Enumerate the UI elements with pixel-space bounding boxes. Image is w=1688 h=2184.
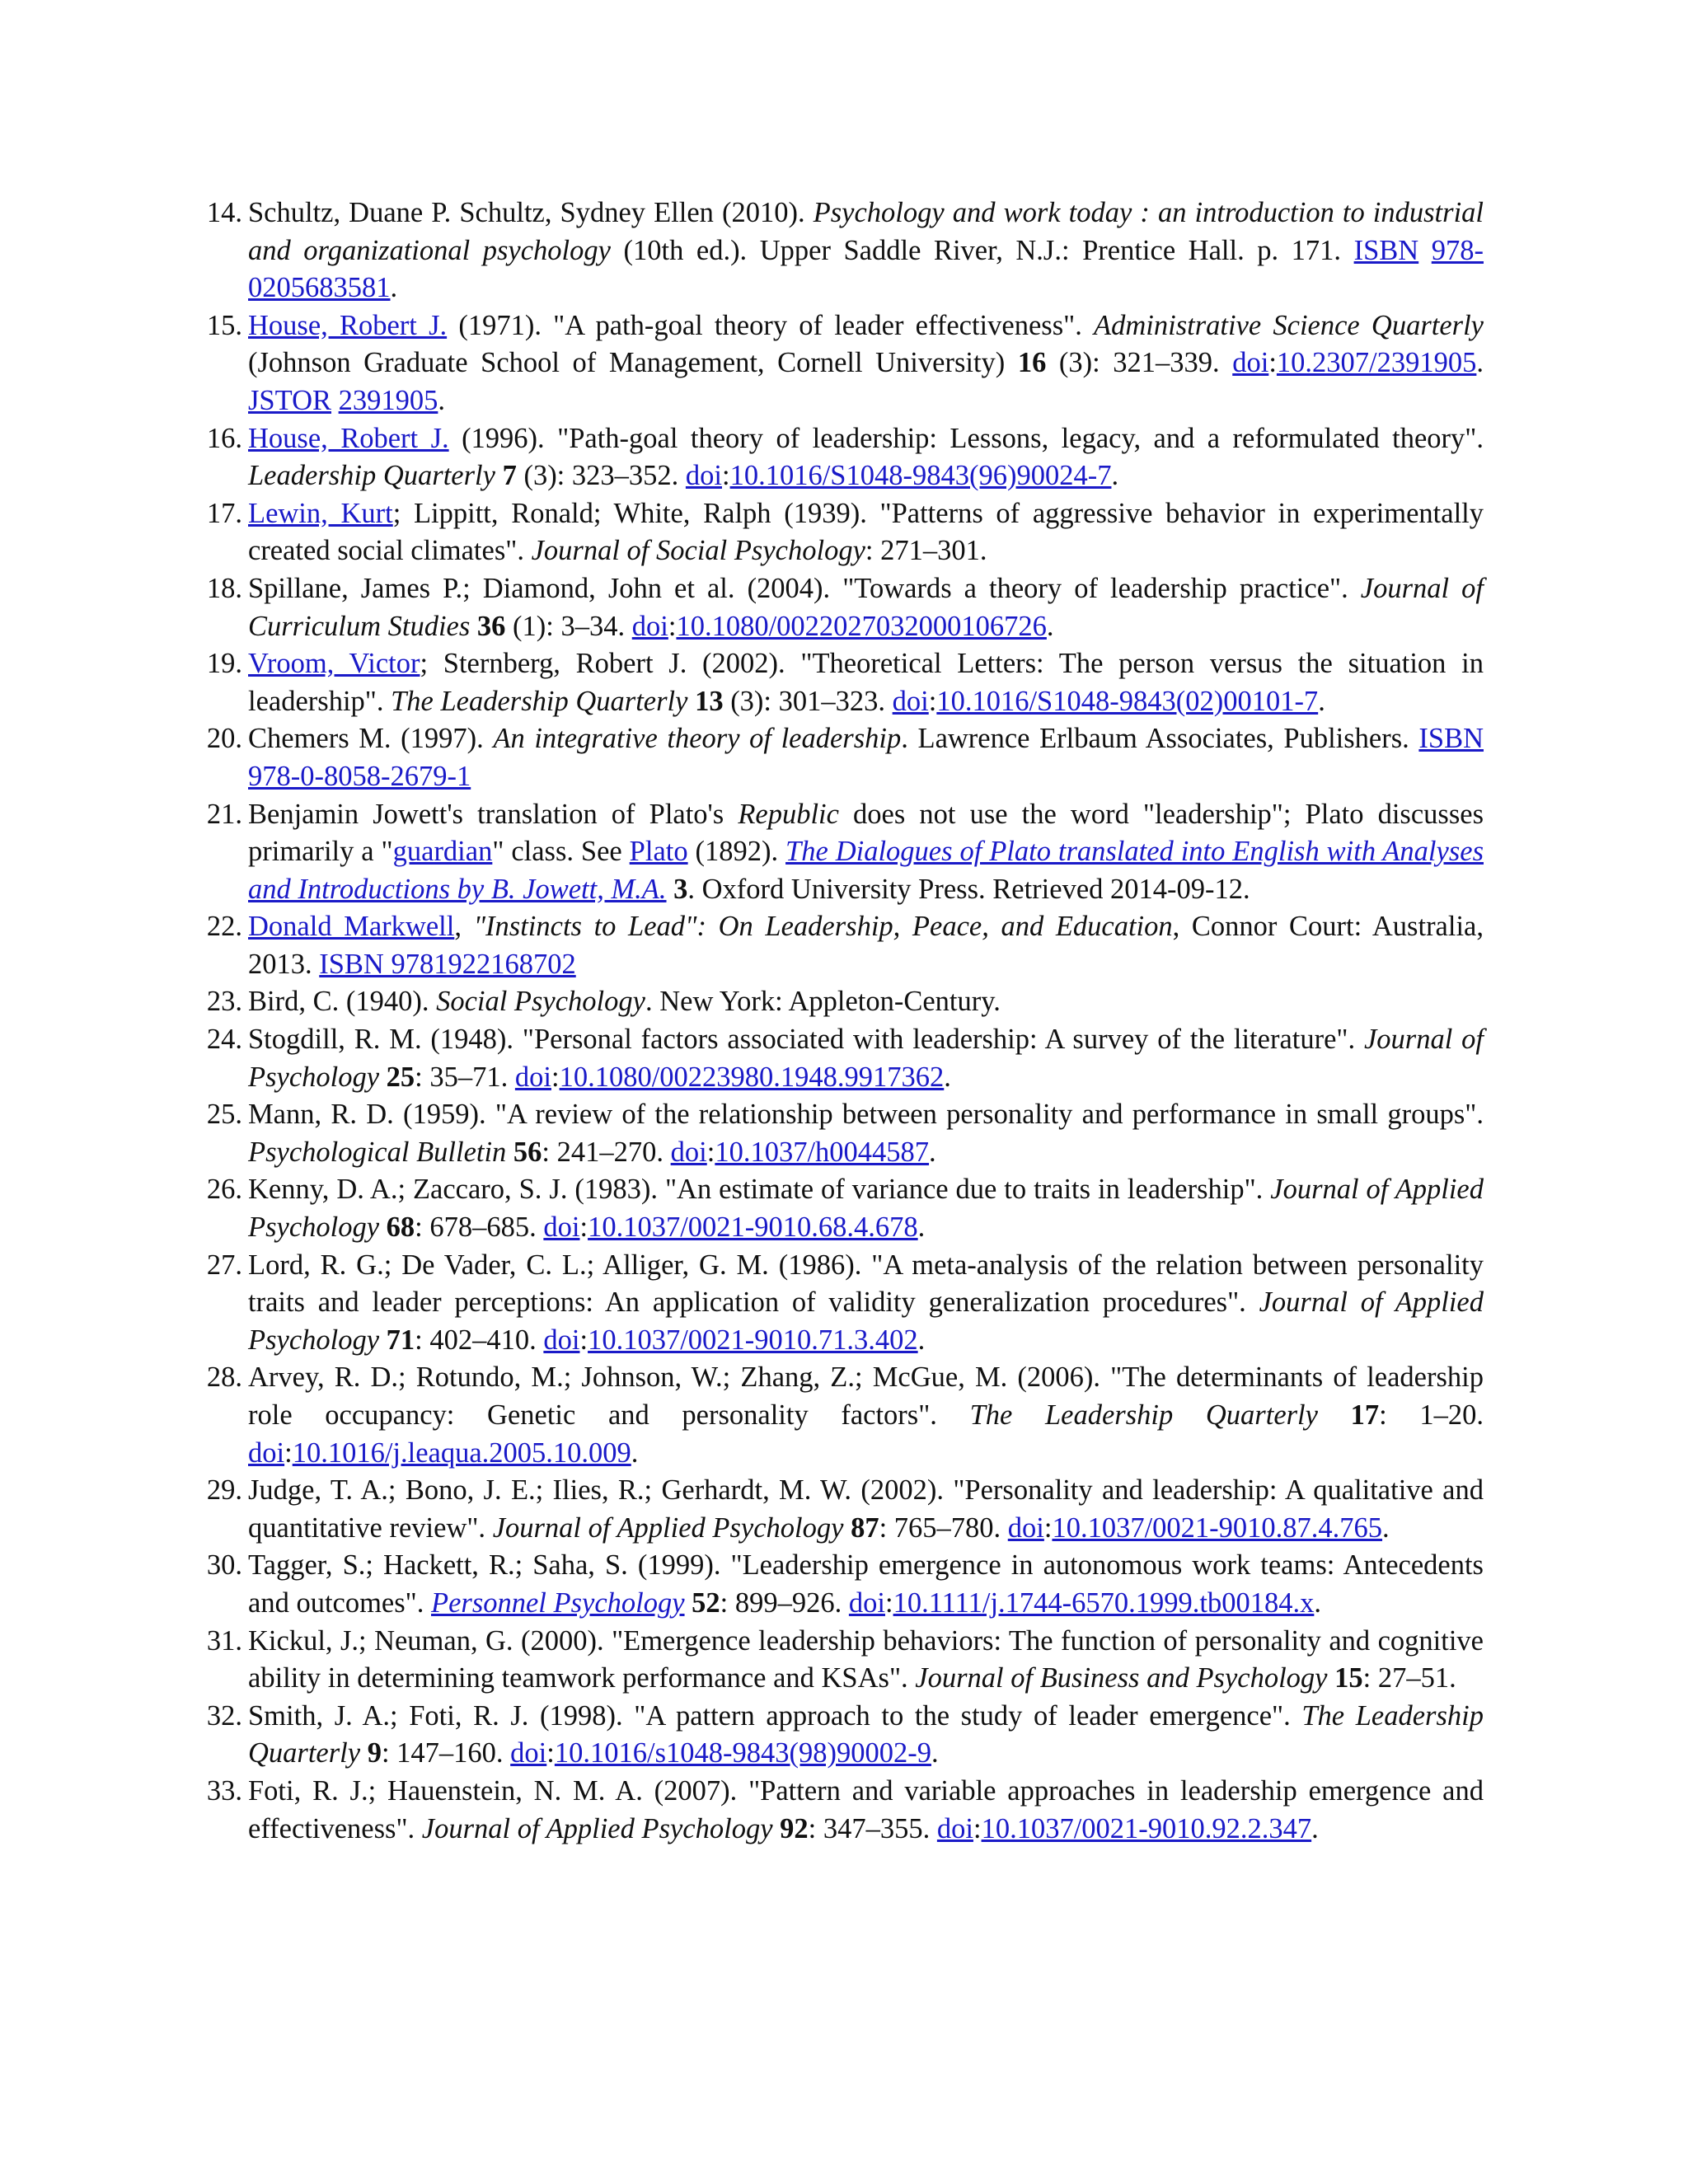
- reference-text: .: [1318, 685, 1325, 717]
- reference-link[interactable]: 10.2307/2391905: [1276, 347, 1477, 379]
- reference-text: :: [546, 1737, 555, 1769]
- reference-text: : 147–160.: [381, 1737, 511, 1769]
- reference-text: [1418, 235, 1432, 266]
- reference-text: .: [1476, 347, 1484, 379]
- reference-title: Journal of Applied Psychology: [492, 1511, 844, 1544]
- reference-text: does not use the word "leadership"; Plato discusses primarily a ": [248, 798, 1484, 868]
- reference-text: .: [917, 1212, 926, 1244]
- reference-link[interactable]: House, Robert J.: [248, 309, 448, 341]
- reference-number: 29.: [206, 1474, 242, 1507]
- reference-text: :: [1268, 347, 1277, 379]
- reference-text: Benjamin Jowett's translation of Plato's: [248, 798, 738, 830]
- reference-item: [196, 307, 1484, 420]
- reference-link[interactable]: 10.1016/s1048-9843(98)90002-9: [554, 1737, 931, 1769]
- reference-link[interactable]: doi: [514, 1061, 551, 1093]
- reference-number: 17.: [206, 497, 242, 529]
- reference-link[interactable]: Lewin, Kurt: [248, 497, 393, 529]
- reference-volume: 16: [1017, 347, 1047, 379]
- reference-text: (3): 301–323.: [723, 685, 893, 717]
- reference-title: Journal of Applied Psychology: [421, 1812, 773, 1844]
- reference-text: .: [631, 1436, 639, 1469]
- reference-text: Kickul, J.; Neuman, G. (2000). "Emergence leadership behaviors: The function of personality and cognitive ability in determining teamwork performance and KSAs".: [248, 1624, 1484, 1694]
- reference-text: : 678–685.: [415, 1212, 544, 1244]
- reference-item: [196, 1096, 1484, 1171]
- reference-text: .: [1314, 1586, 1321, 1619]
- reference-text: :: [284, 1436, 293, 1469]
- reference-link[interactable]: doi: [685, 460, 722, 492]
- reference-text: [379, 1062, 387, 1093]
- reference-text: (Johnson Graduate School of Management, Cornell University): [248, 347, 1018, 379]
- reference-text: [1318, 1399, 1351, 1431]
- reference-text: (1892).: [687, 836, 786, 868]
- reference-item: [196, 720, 1484, 795]
- reference-item: [196, 908, 1484, 983]
- reference-link[interactable]: 10.1037/0021-9010.87.4.765: [1052, 1511, 1383, 1544]
- reference-link[interactable]: ISBN: [1353, 234, 1419, 266]
- reference-title: Journal of Psychology: [248, 1024, 1484, 1093]
- reference-link[interactable]: 10.1016/S1048-9843(96)90024-7: [729, 460, 1112, 492]
- reference-number: 20.: [206, 723, 242, 755]
- reference-item: [196, 495, 1484, 570]
- reference-link[interactable]: doi: [631, 610, 668, 642]
- reference-link[interactable]: ISBN 978-0-8058-2679-1: [248, 723, 1484, 792]
- reference-number: 22.: [206, 911, 242, 943]
- reference-item: [196, 1171, 1484, 1246]
- reference-link[interactable]: doi: [510, 1737, 547, 1769]
- reference-text: [470, 611, 477, 642]
- reference-volume: 25: [386, 1061, 415, 1093]
- reference-title: Social Psychology: [436, 986, 645, 1018]
- reference-item: [196, 1623, 1484, 1698]
- reference-text: : 899–926.: [720, 1586, 849, 1619]
- reference-number: 32.: [206, 1699, 242, 1732]
- reference-volume: 9: [367, 1737, 382, 1769]
- reference-text: [773, 1813, 781, 1844]
- reference-text: .: [944, 1061, 951, 1093]
- reference-text: [667, 874, 674, 905]
- reference-item: [196, 1472, 1484, 1547]
- reference-title: The Leadership Quarterly: [391, 685, 688, 717]
- reference-number: 28.: [206, 1361, 242, 1394]
- reference-item: [196, 570, 1484, 645]
- reference-text: .: [438, 384, 445, 416]
- reference-text: .: [931, 1737, 939, 1769]
- reference-volume: 3: [673, 873, 688, 905]
- reference-text: :: [1043, 1511, 1053, 1544]
- reference-text: ; Sternberg, Robert J. (2002). "Theoretical Letters: The person versus the situation in leadership".: [248, 648, 1484, 717]
- reference-text: Stogdill, R. M. (1948). "Personal factors associated with leadership: A survey of the literature".: [248, 1024, 1364, 1056]
- reference-text: Bird, C. (1940).: [248, 986, 437, 1018]
- reference-link[interactable]: doi: [892, 685, 929, 717]
- reference-link[interactable]: 10.1111/j.1744-6570.1999.tb00184.x: [893, 1586, 1315, 1619]
- reference-volume: 17: [1350, 1399, 1380, 1431]
- reference-text: : 35–71.: [415, 1061, 515, 1093]
- reference-text: , Connor Court: Australia, 2013.: [248, 911, 1484, 980]
- reference-link[interactable]: Plato: [629, 836, 688, 868]
- reference-text: Judge, T. A.; Bono, J. E.; Ilies, R.; Gerhardt, M. W. (2002). "Personality and leadership: A qualitative and quantitative review".: [248, 1474, 1484, 1544]
- reference-title: Journal of Applied Psychology: [248, 1174, 1484, 1244]
- reference-link[interactable]: 10.1037/0021-9010.71.3.402: [588, 1324, 918, 1356]
- reference-title: The Leadership Quarterly: [969, 1399, 1318, 1431]
- reference-text: .: [1311, 1812, 1319, 1844]
- reference-volume: 56: [513, 1136, 542, 1168]
- reference-text: . Oxford University Press. Retrieved 2014-09-12.: [687, 873, 1250, 905]
- reference-text: [379, 1324, 387, 1356]
- reference-volume: 68: [386, 1212, 415, 1244]
- reference-title: Journal of Business and Psychology: [915, 1662, 1328, 1694]
- reference-title: Psychology and work today : an introduction to industrial and organizational psychology: [248, 197, 1484, 266]
- reference-link[interactable]: 10.1016/j.leaqua.2005.10.009: [292, 1436, 631, 1469]
- reference-text: (1996). "Path-goal theory of leadership: Lessons, legacy, and a reformulated theory".: [448, 422, 1484, 454]
- reference-title: Republic: [738, 798, 839, 830]
- reference-text: :: [668, 610, 677, 642]
- reference-text: : 347–355.: [808, 1812, 937, 1844]
- reference-link[interactable]: 10.1016/S1048-9843(02)00101-7: [936, 685, 1319, 717]
- reference-number: 33.: [206, 1774, 242, 1807]
- reference-number: 27.: [206, 1249, 242, 1281]
- reference-text: Spillane, James P.; Diamond, John et al. (2004). "Towards a theory of leadership practice".: [248, 572, 1361, 604]
- reference-link[interactable]: 2391905: [338, 384, 438, 416]
- reference-text: : 271–301.: [865, 535, 987, 567]
- reference-link[interactable]: doi: [248, 1436, 285, 1469]
- reference-title: The Leadership Quarterly: [248, 1699, 1484, 1769]
- reference-text: Lord, R. G.; De Vader, C. L.; Alliger, G. M. (1986). "A meta-analysis of the relation between personality traits and leader perceptions: An application of validity generalization procedures".: [248, 1249, 1484, 1319]
- reference-text: .: [390, 272, 398, 304]
- reference-text: : 765–780.: [879, 1511, 1008, 1544]
- reference-text: :: [706, 1136, 715, 1168]
- reference-link[interactable]: 10.1037/h0044587: [715, 1136, 930, 1168]
- reference-title: Journal of Social Psychology: [531, 535, 865, 567]
- reference-text: :: [973, 1812, 982, 1844]
- reference-text: Smith, J. A.; Foti, R. J. (1998). "A pattern approach to the study of leader emergence".: [248, 1699, 1302, 1732]
- reference-link[interactable]: Personnel Psychology: [431, 1586, 685, 1619]
- reference-link[interactable]: guardian: [392, 836, 493, 868]
- reference-text: [495, 460, 503, 491]
- reference-text: (3): 321–339.: [1046, 347, 1233, 379]
- reference-item: [196, 1773, 1484, 1848]
- reference-title: "Instincts to Lead": On Leadership, Peace, and Education: [473, 911, 1173, 943]
- reference-link[interactable]: Vroom, Victor: [248, 648, 420, 680]
- reference-volume: 52: [692, 1586, 720, 1619]
- reference-text: " class. See: [492, 836, 630, 868]
- reference-text: [685, 1587, 692, 1619]
- reference-text: Mann, R. D. (1959). "A review of the relationship between personality and performance in small groups".: [248, 1099, 1484, 1131]
- reference-list: [196, 194, 1484, 1848]
- reference-link[interactable]: Donald Markwell: [248, 911, 455, 943]
- reference-link[interactable]: The Dialogues of Plato translated into English with Analyses and Introductions by B. Jowett, M.A.: [248, 836, 1484, 905]
- reference-text: Arvey, R. D.; Rotundo, M.; Johnson, W.; Zhang, Z.; McGue, M. (2006). "The determinants of leadership role occupancy: Genetic and personality factors".: [248, 1361, 1484, 1431]
- reference-text: :: [884, 1586, 893, 1619]
- reference-text: (1971). "A path-goal theory of leader effectiveness".: [447, 309, 1095, 341]
- reference-volume: 71: [386, 1324, 415, 1356]
- reference-text: Chemers M. (1997).: [248, 723, 494, 755]
- reference-link[interactable]: 978-0205683581: [248, 234, 1484, 304]
- reference-text: [506, 1137, 513, 1168]
- reference-text: [331, 385, 339, 416]
- reference-link[interactable]: 10.1080/00223980.1948.9917362: [559, 1061, 945, 1093]
- reference-link[interactable]: 10.1037/0021-9010.92.2.347: [981, 1812, 1312, 1844]
- reference-text: :: [551, 1061, 560, 1093]
- reference-text: (1): 3–34.: [505, 610, 632, 642]
- reference-item: [196, 1359, 1484, 1472]
- reference-number: 25.: [206, 1099, 242, 1131]
- reference-number: 15.: [206, 309, 242, 341]
- reference-item: [196, 1021, 1484, 1096]
- reference-title: Journal of Applied Psychology: [248, 1286, 1484, 1356]
- reference-item: [196, 194, 1484, 307]
- reference-text: [843, 1512, 851, 1544]
- reference-number: 31.: [206, 1624, 242, 1657]
- reference-text: Kenny, D. A.; Zaccaro, S. J. (1983). "An estimate of variance due to traits in leadership".: [248, 1174, 1271, 1206]
- reference-number: 24.: [206, 1024, 242, 1056]
- reference-link[interactable]: doi: [936, 1812, 973, 1844]
- reference-text: ; Lippitt, Ronald; White, Ralph (1939). "Patterns of aggressive behavior in experimentally created social climates".: [248, 497, 1484, 567]
- reference-number: 19.: [206, 648, 242, 680]
- reference-volume: 87: [851, 1511, 879, 1544]
- reference-title: Psychological Bulletin: [248, 1136, 507, 1168]
- reference-number: 18.: [206, 572, 242, 604]
- reference-item: [196, 1547, 1484, 1622]
- reference-link[interactable]: doi: [670, 1136, 707, 1168]
- reference-link[interactable]: doi: [543, 1212, 580, 1244]
- reference-title: An integrative theory of leadership: [493, 723, 902, 755]
- reference-item: [196, 1247, 1484, 1360]
- reference-link[interactable]: ISBN 9781922168702: [319, 948, 576, 980]
- reference-link[interactable]: doi: [1007, 1511, 1044, 1544]
- reference-text: .: [917, 1324, 926, 1356]
- reference-item: [196, 983, 1484, 1021]
- reference-item: [196, 645, 1484, 720]
- reference-text: ,: [454, 911, 474, 943]
- reference-volume: 36: [476, 610, 506, 642]
- reference-text: . New York: Appleton-Century.: [645, 986, 1001, 1018]
- reference-text: Foti, R. J.; Hauenstein, N. M. A. (2007). "Pattern and variable approaches in leadership emergence and effectiveness".: [248, 1774, 1484, 1844]
- reference-text: :: [722, 460, 730, 492]
- reference-item: [196, 1698, 1484, 1773]
- reference-text: [360, 1737, 368, 1769]
- reference-text: .: [929, 1136, 936, 1168]
- reference-text: [379, 1212, 387, 1243]
- reference-volume: 92: [780, 1812, 809, 1844]
- reference-item: [196, 796, 1484, 909]
- reference-link[interactable]: 10.1080/0022027032000106726: [676, 610, 1047, 642]
- reference-text: : 402–410.: [415, 1324, 544, 1356]
- reference-title: Leadership Quarterly: [248, 460, 495, 492]
- reference-text: (3): 323–352.: [516, 460, 686, 492]
- reference-title: Administrative Science Quarterly: [1094, 309, 1484, 341]
- reference-text: : 241–270.: [542, 1136, 671, 1168]
- reference-link[interactable]: doi: [1232, 347, 1269, 379]
- reference-text: [687, 686, 695, 717]
- reference-number: 14.: [206, 197, 242, 228]
- reference-number: 23.: [206, 986, 242, 1018]
- reference-text: .: [1382, 1511, 1390, 1544]
- reference-item: [196, 420, 1484, 495]
- reference-text: [1327, 1662, 1334, 1694]
- reference-volume: 15: [1334, 1662, 1363, 1694]
- reference-text: Tagger, S.; Hackett, R.; Saha, S. (1999). "Leadership emergence in autonomous work teams: Antecedents and outcomes".: [248, 1549, 1484, 1619]
- reference-link[interactable]: doi: [848, 1586, 885, 1619]
- reference-text: :: [579, 1212, 588, 1244]
- reference-number: 26.: [206, 1174, 242, 1206]
- reference-text: :: [579, 1324, 588, 1356]
- reference-number: 16.: [206, 422, 242, 454]
- reference-text: . Lawrence Erlbaum Associates, Publishers.: [901, 723, 1419, 755]
- reference-text: : 27–51.: [1362, 1662, 1456, 1694]
- reference-link[interactable]: 10.1037/0021-9010.68.4.678: [588, 1212, 918, 1244]
- reference-text: :: [928, 685, 937, 717]
- reference-link[interactable]: JSTOR: [248, 384, 331, 416]
- reference-title: Journal of Curriculum Studies: [248, 572, 1484, 642]
- reference-number: 21.: [206, 798, 242, 830]
- reference-text: (10th ed.). Upper Saddle River, N.J.: Prentice Hall. p. 171.: [610, 234, 1354, 266]
- reference-volume: 7: [502, 460, 517, 492]
- reference-text: .: [1111, 460, 1119, 492]
- reference-text: .: [1046, 610, 1054, 642]
- reference-text: Schultz, Duane P. Schultz, Sydney Ellen (2010).: [248, 197, 814, 228]
- reference-text: : 1–20.: [1379, 1399, 1484, 1431]
- reference-link[interactable]: doi: [543, 1324, 580, 1356]
- reference-number: 30.: [206, 1549, 242, 1582]
- reference-volume: 13: [695, 685, 724, 717]
- reference-link[interactable]: House, Robert J.: [248, 422, 449, 454]
